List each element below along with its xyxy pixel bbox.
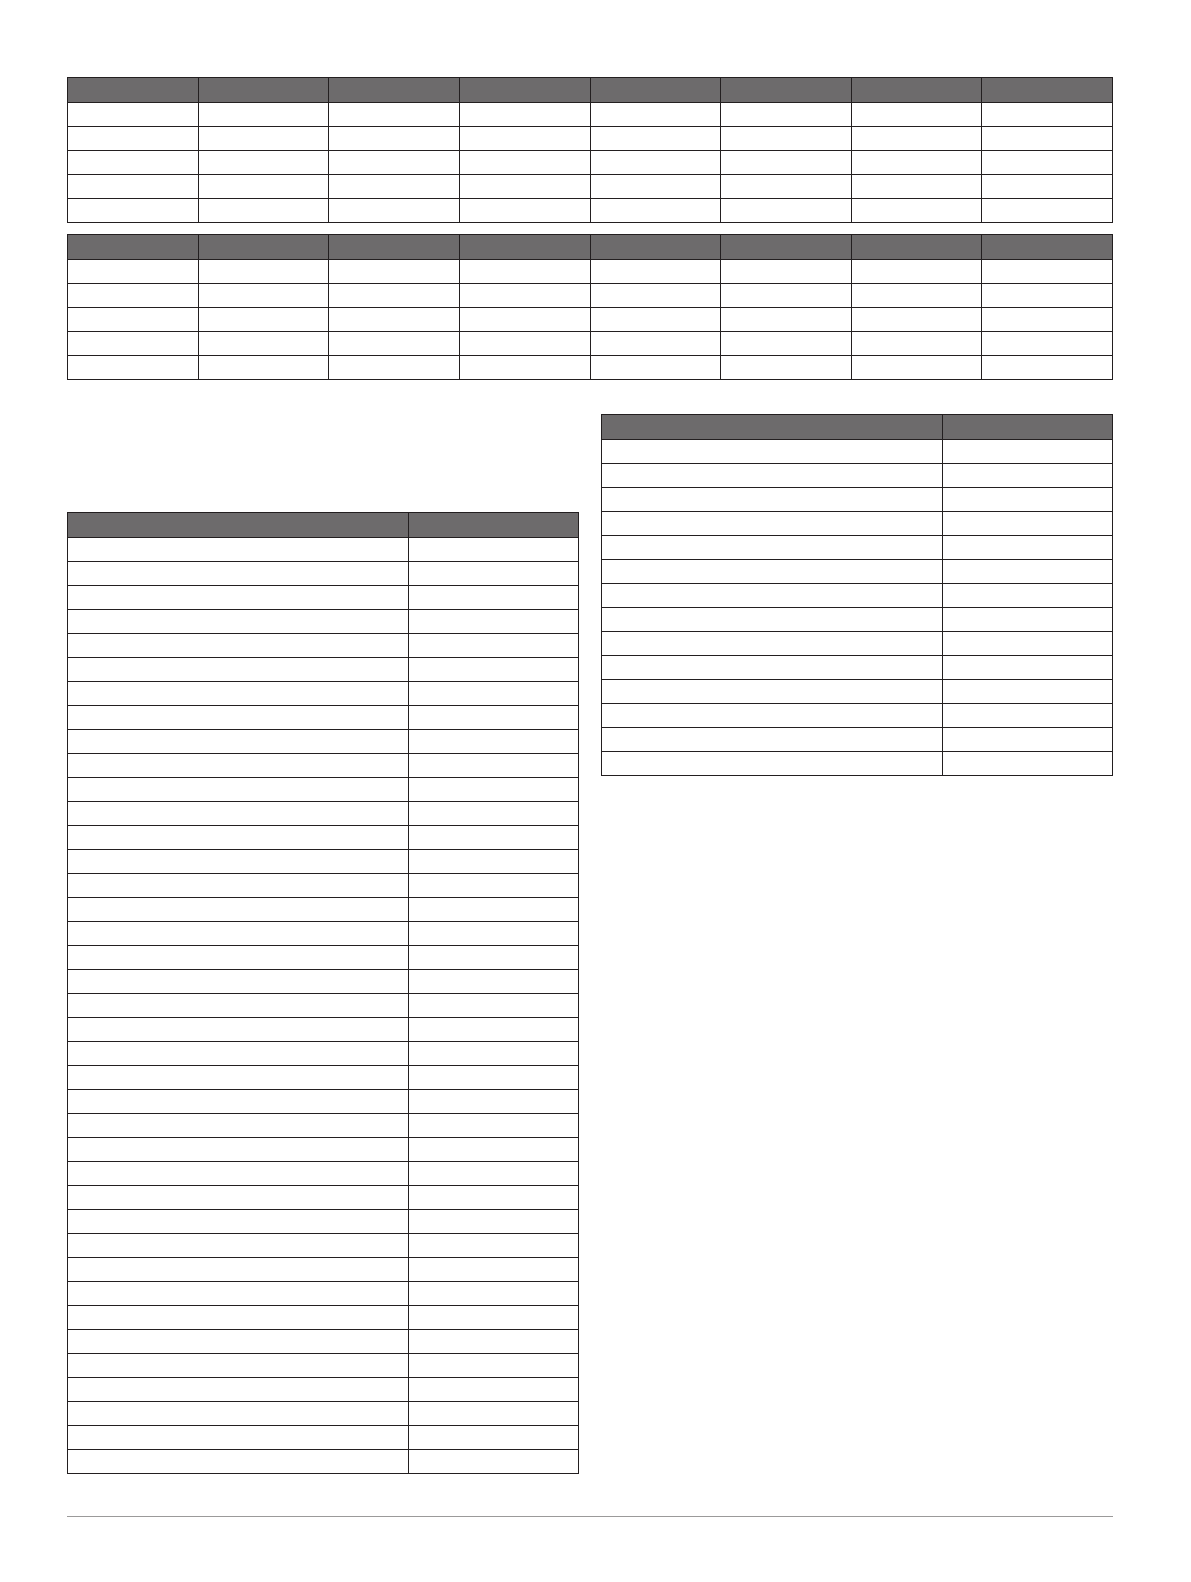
footer-divider: [67, 1516, 1113, 1517]
table-cell: [408, 562, 578, 586]
table-row: [68, 562, 579, 586]
column-header: [459, 235, 590, 260]
column-header: [408, 513, 578, 538]
table-cell: [68, 1162, 409, 1186]
table-cell: [942, 704, 1112, 728]
table-cell: [68, 1138, 409, 1162]
table-cell: [408, 1378, 578, 1402]
column-header: [198, 78, 329, 103]
column-header: [602, 415, 943, 440]
table-cell: [408, 1114, 578, 1138]
table-cell: [408, 1162, 578, 1186]
table-cell: [721, 260, 852, 284]
column-header: [942, 415, 1112, 440]
table-cell: [68, 538, 409, 562]
table-row: [602, 632, 1113, 656]
column-header: [721, 78, 852, 103]
table-row: [602, 560, 1113, 584]
table-cell: [408, 802, 578, 826]
table-cell: [721, 356, 852, 380]
table-cell: [408, 946, 578, 970]
table-row: [68, 850, 579, 874]
table-header-row: [68, 235, 1113, 260]
table-cell: [408, 634, 578, 658]
table-cell: [721, 175, 852, 199]
table-cell: [942, 680, 1112, 704]
table-cell: [198, 332, 329, 356]
table-cell: [982, 356, 1113, 380]
table-cell: [68, 1426, 409, 1450]
table-cell: [408, 778, 578, 802]
table-row: [602, 728, 1113, 752]
table-cell: [721, 127, 852, 151]
table-cell: [602, 560, 943, 584]
table-cell: [408, 1090, 578, 1114]
table-cell: [851, 260, 982, 284]
table-cell: [68, 1234, 409, 1258]
table-cell: [68, 1066, 409, 1090]
table-row: [602, 488, 1113, 512]
table-cell: [408, 1186, 578, 1210]
table-cell: [408, 898, 578, 922]
right-two-column-table: [601, 414, 1113, 776]
table-cell: [459, 332, 590, 356]
wide-table-top: [67, 77, 1113, 223]
table-cell: [590, 151, 721, 175]
table-row: [602, 656, 1113, 680]
table-row: [68, 946, 579, 970]
table-cell: [721, 151, 852, 175]
table-cell: [68, 1282, 409, 1306]
table-row: [68, 199, 1113, 223]
column-header: [68, 235, 199, 260]
table-cell: [68, 994, 409, 1018]
table-cell: [982, 332, 1113, 356]
table-cell: [459, 127, 590, 151]
table-cell: [408, 1258, 578, 1282]
column-header: [68, 513, 409, 538]
table-cell: [68, 922, 409, 946]
table-cell: [590, 103, 721, 127]
table-cell: [68, 778, 409, 802]
column-header: [459, 78, 590, 103]
table-cell: [68, 284, 199, 308]
table-row: [68, 826, 579, 850]
table-row: [68, 610, 579, 634]
table-cell: [408, 1330, 578, 1354]
table-cell: [942, 488, 1112, 512]
table-cell: [602, 584, 943, 608]
table-cell: [68, 308, 199, 332]
table-cell: [68, 103, 199, 127]
table-row: [602, 584, 1113, 608]
table-cell: [68, 332, 199, 356]
table-cell: [408, 874, 578, 898]
table-cell: [408, 1426, 578, 1450]
table-row: [602, 536, 1113, 560]
table-row: [68, 308, 1113, 332]
table-cell: [590, 175, 721, 199]
table-cell: [408, 730, 578, 754]
table-cell: [851, 151, 982, 175]
table-cell: [68, 826, 409, 850]
table-row: [68, 922, 579, 946]
table-cell: [590, 308, 721, 332]
table-cell: [942, 560, 1112, 584]
table-cell: [408, 1354, 578, 1378]
table-cell: [68, 1402, 409, 1426]
table-cell: [408, 682, 578, 706]
table-row: [602, 680, 1113, 704]
table-row: [68, 1042, 579, 1066]
table-cell: [982, 284, 1113, 308]
table-row: [68, 1354, 579, 1378]
table-row: [68, 151, 1113, 175]
table-cell: [198, 356, 329, 380]
table-row: [68, 1282, 579, 1306]
table-cell: [942, 656, 1112, 680]
table-cell: [851, 175, 982, 199]
table-cell: [982, 103, 1113, 127]
table-cell: [942, 608, 1112, 632]
table-row: [68, 1330, 579, 1354]
table-cell: [68, 1450, 409, 1474]
column-header: [721, 235, 852, 260]
table-cell: [408, 610, 578, 634]
table-cell: [408, 1066, 578, 1090]
table-cell: [602, 488, 943, 512]
table-cell: [329, 151, 460, 175]
table-cell: [68, 356, 199, 380]
table-cell: [68, 151, 199, 175]
table-cell: [942, 536, 1112, 560]
table-row: [68, 802, 579, 826]
table-cell: [602, 680, 943, 704]
column-header: [68, 78, 199, 103]
table-cell: [459, 260, 590, 284]
table-cell: [68, 1186, 409, 1210]
table-cell: [982, 308, 1113, 332]
table-row: [68, 127, 1113, 151]
table-row: [68, 1114, 579, 1138]
table-cell: [590, 127, 721, 151]
table-cell: [329, 103, 460, 127]
table-cell: [942, 440, 1112, 464]
table-cell: [942, 584, 1112, 608]
table-cell: [721, 103, 852, 127]
table-cell: [408, 754, 578, 778]
table-cell: [68, 1090, 409, 1114]
table-cell: [408, 1234, 578, 1258]
table-row: [68, 538, 579, 562]
table-cell: [408, 1306, 578, 1330]
table-cell: [602, 512, 943, 536]
table-cell: [68, 970, 409, 994]
table-cell: [459, 175, 590, 199]
table-row: [68, 898, 579, 922]
wide-table-bottom: [67, 234, 1113, 380]
column-header: [590, 235, 721, 260]
table-row: [68, 1210, 579, 1234]
table-row: [68, 1138, 579, 1162]
table-cell: [602, 464, 943, 488]
table-cell: [68, 1210, 409, 1234]
table-cell: [68, 586, 409, 610]
table-cell: [198, 308, 329, 332]
table-cell: [721, 284, 852, 308]
table-cell: [68, 1258, 409, 1282]
table-row: [602, 608, 1113, 632]
table-row: [68, 1450, 579, 1474]
left-two-column-table: [67, 512, 579, 1474]
table-cell: [198, 284, 329, 308]
table-cell: [721, 308, 852, 332]
table-row: [602, 512, 1113, 536]
table-cell: [408, 994, 578, 1018]
table-cell: [68, 1114, 409, 1138]
table-cell: [68, 634, 409, 658]
table-row: [68, 284, 1113, 308]
table-row: [602, 704, 1113, 728]
table-cell: [602, 752, 943, 776]
table-cell: [408, 1282, 578, 1306]
table-cell: [68, 706, 409, 730]
table-cell: [68, 658, 409, 682]
table-row: [68, 1090, 579, 1114]
table-row: [68, 1162, 579, 1186]
table-cell: [942, 464, 1112, 488]
table-row: [68, 1186, 579, 1210]
table-row: [602, 440, 1113, 464]
table-cell: [459, 151, 590, 175]
table-cell: [459, 284, 590, 308]
table-cell: [408, 1402, 578, 1426]
table-row: [68, 1258, 579, 1282]
table-cell: [851, 356, 982, 380]
table-cell: [68, 850, 409, 874]
table-cell: [329, 127, 460, 151]
table-cell: [68, 260, 199, 284]
table-cell: [602, 656, 943, 680]
table-cell: [198, 103, 329, 127]
table-row: [68, 706, 579, 730]
table-cell: [590, 356, 721, 380]
table-cell: [68, 1330, 409, 1354]
table-cell: [851, 127, 982, 151]
table-cell: [68, 1378, 409, 1402]
table-row: [68, 356, 1113, 380]
table-cell: [329, 260, 460, 284]
table-cell: [982, 151, 1113, 175]
table-cell: [851, 332, 982, 356]
table-cell: [68, 874, 409, 898]
column-header: [851, 235, 982, 260]
table-row: [68, 332, 1113, 356]
table-cell: [982, 260, 1113, 284]
table-cell: [408, 1042, 578, 1066]
table-cell: [198, 199, 329, 223]
table-cell: [329, 356, 460, 380]
table-cell: [68, 754, 409, 778]
table-row: [68, 682, 579, 706]
table-cell: [408, 538, 578, 562]
table-row: [68, 1018, 579, 1042]
table-cell: [329, 332, 460, 356]
table-row: [68, 1378, 579, 1402]
table-row: [68, 730, 579, 754]
column-header: [982, 78, 1113, 103]
table-cell: [408, 922, 578, 946]
table-cell: [68, 946, 409, 970]
table-row: [68, 970, 579, 994]
table-row: [68, 260, 1113, 284]
table-cell: [408, 970, 578, 994]
table-header-row: [68, 513, 579, 538]
table-row: [68, 658, 579, 682]
table-cell: [851, 199, 982, 223]
table-cell: [198, 127, 329, 151]
column-header: [851, 78, 982, 103]
table-row: [602, 752, 1113, 776]
table-cell: [602, 536, 943, 560]
table-row: [68, 994, 579, 1018]
table-cell: [602, 728, 943, 752]
table-cell: [408, 1450, 578, 1474]
table-cell: [459, 356, 590, 380]
table-cell: [68, 898, 409, 922]
table-cell: [590, 199, 721, 223]
table-header-row: [602, 415, 1113, 440]
table-cell: [602, 608, 943, 632]
table-cell: [68, 1042, 409, 1066]
table-cell: [408, 658, 578, 682]
table-row: [602, 464, 1113, 488]
table-cell: [942, 728, 1112, 752]
table-cell: [590, 332, 721, 356]
table-row: [68, 634, 579, 658]
table-cell: [198, 151, 329, 175]
table-cell: [198, 260, 329, 284]
table-cell: [68, 175, 199, 199]
table-cell: [721, 332, 852, 356]
table-cell: [408, 826, 578, 850]
table-cell: [851, 308, 982, 332]
table-cell: [68, 1354, 409, 1378]
table-cell: [602, 704, 943, 728]
table-cell: [851, 103, 982, 127]
table-cell: [982, 175, 1113, 199]
table-cell: [602, 440, 943, 464]
table-cell: [68, 682, 409, 706]
table-row: [68, 1402, 579, 1426]
table-cell: [68, 127, 199, 151]
table-row: [68, 175, 1113, 199]
table-cell: [721, 199, 852, 223]
table-cell: [602, 632, 943, 656]
table-row: [68, 754, 579, 778]
table-cell: [408, 1210, 578, 1234]
column-header: [198, 235, 329, 260]
table-cell: [329, 308, 460, 332]
table-cell: [408, 706, 578, 730]
table-cell: [942, 512, 1112, 536]
table-cell: [590, 284, 721, 308]
table-cell: [851, 284, 982, 308]
table-cell: [198, 175, 329, 199]
column-header: [982, 235, 1113, 260]
table-cell: [942, 632, 1112, 656]
table-row: [68, 586, 579, 610]
table-cell: [942, 752, 1112, 776]
table-cell: [408, 850, 578, 874]
table-row: [68, 1066, 579, 1090]
table-cell: [459, 199, 590, 223]
table-cell: [68, 730, 409, 754]
table-cell: [459, 308, 590, 332]
table-cell: [329, 175, 460, 199]
table-row: [68, 103, 1113, 127]
table-cell: [329, 284, 460, 308]
table-cell: [329, 199, 460, 223]
column-header: [590, 78, 721, 103]
table-row: [68, 1426, 579, 1450]
table-cell: [982, 199, 1113, 223]
column-header: [329, 235, 460, 260]
table-row: [68, 1306, 579, 1330]
table-cell: [68, 1306, 409, 1330]
table-row: [68, 874, 579, 898]
table-cell: [982, 127, 1113, 151]
table-header-row: [68, 78, 1113, 103]
table-row: [68, 1234, 579, 1258]
table-cell: [459, 103, 590, 127]
table-cell: [408, 1018, 578, 1042]
table-cell: [68, 1018, 409, 1042]
table-cell: [590, 260, 721, 284]
table-cell: [68, 802, 409, 826]
column-header: [329, 78, 460, 103]
table-cell: [408, 1138, 578, 1162]
table-cell: [68, 199, 199, 223]
table-row: [68, 778, 579, 802]
table-cell: [68, 610, 409, 634]
table-cell: [68, 562, 409, 586]
table-cell: [408, 586, 578, 610]
